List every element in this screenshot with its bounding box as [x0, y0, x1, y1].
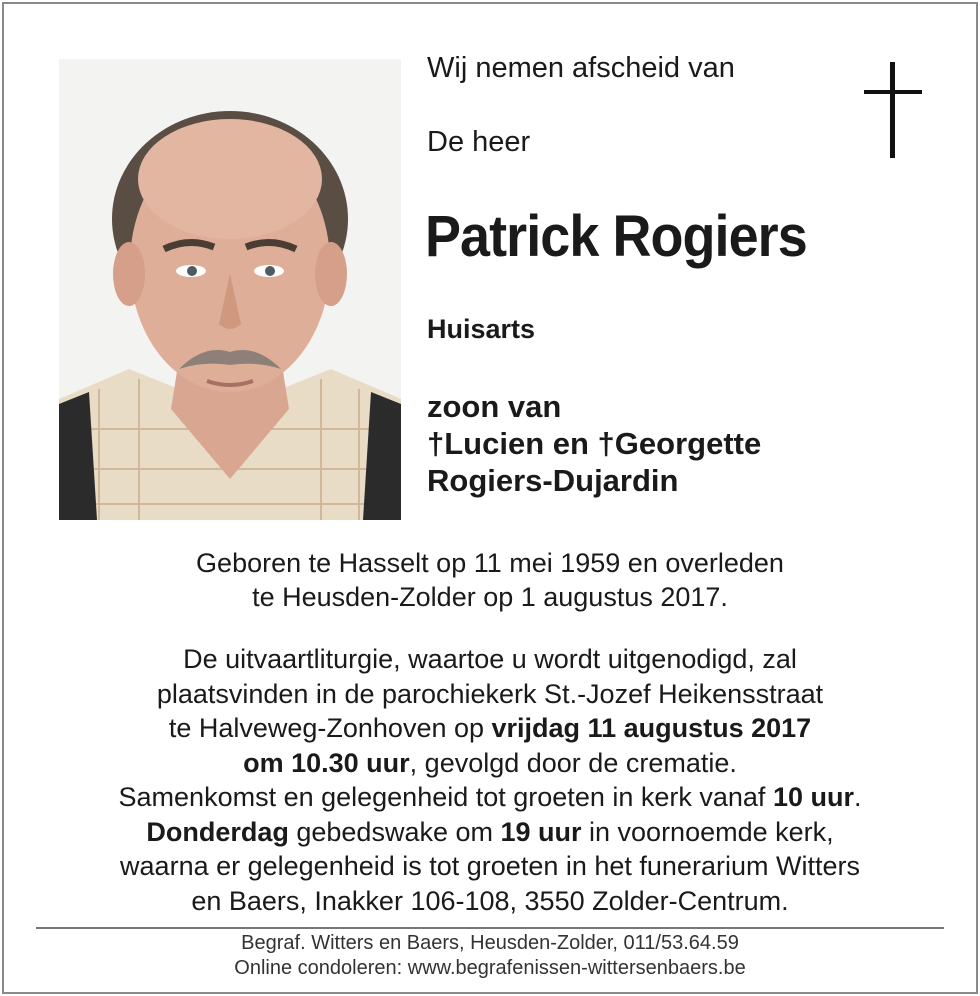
text-segment: in voornoemde kerk, — [581, 816, 834, 847]
vigil-day: Donderdag — [146, 816, 289, 847]
text-line: en Baers, Inakker 106-108, 3550 Zolder-Centrum. — [191, 885, 789, 916]
text-segment: , gevolgd door de crematie. — [409, 747, 737, 778]
divider — [36, 927, 944, 929]
parents-line: zoon van — [427, 389, 562, 424]
funeral-home-contact: Begraf. Witters en Baers, Heusden-Zolder, 011/53.64.59 — [241, 932, 739, 954]
text-segment: gebedswake om — [288, 816, 501, 847]
text-line — [30, 780, 950, 815]
gathering-time: 10 uur — [772, 782, 854, 812]
text-line — [30, 711, 950, 746]
text-segment: te Halveweg-Zonhoven op — [168, 713, 492, 743]
portrait-photo — [59, 59, 401, 520]
profession-label: Huisarts — [427, 314, 536, 344]
text-line: De uitvaartliturgie, waartoe u wordt uitgenodigd, zal — [183, 644, 797, 674]
intro-text: Wij nemen afscheid van — [427, 52, 735, 84]
deceased-name: Patrick Rogiers — [425, 204, 807, 269]
text-line: plaatsvinden in de parochiekerk St.-Jozef Heikensstraat — [156, 678, 824, 709]
text-line: te Heusden-Zolder op 1 augustus 2017. — [252, 582, 728, 612]
parents-line: †Lucien en †Georgette — [427, 426, 762, 461]
service-details — [30, 642, 950, 918]
text-segment: Samenkomst en gelegenheid tot groeten in kerk vanaf — [118, 782, 773, 812]
text-line: Geboren te Hasselt op 11 mei 1959 en overleden — [196, 548, 784, 578]
vigil-time: 19 uur — [500, 816, 582, 847]
online-condolence-link[interactable]: Online condoleren: www.begrafenissen-wittersenbaers.be — [234, 957, 746, 979]
honorific-title: De heer — [427, 126, 531, 158]
text-line — [30, 815, 950, 850]
parents-line: Rogiers-Dujardin — [427, 463, 679, 498]
text-line: waarna er gelegenheid is tot groeten in het funerarium Witters — [120, 851, 860, 881]
service-date: vrijdag 11 augustus 2017 — [491, 713, 812, 743]
text-line — [30, 746, 950, 781]
parents-block — [427, 388, 761, 499]
cross-icon — [864, 62, 922, 165]
service-time: om 10.30 uur — [243, 747, 410, 778]
text-segment: . — [853, 782, 862, 812]
birth-death-text — [30, 546, 950, 614]
